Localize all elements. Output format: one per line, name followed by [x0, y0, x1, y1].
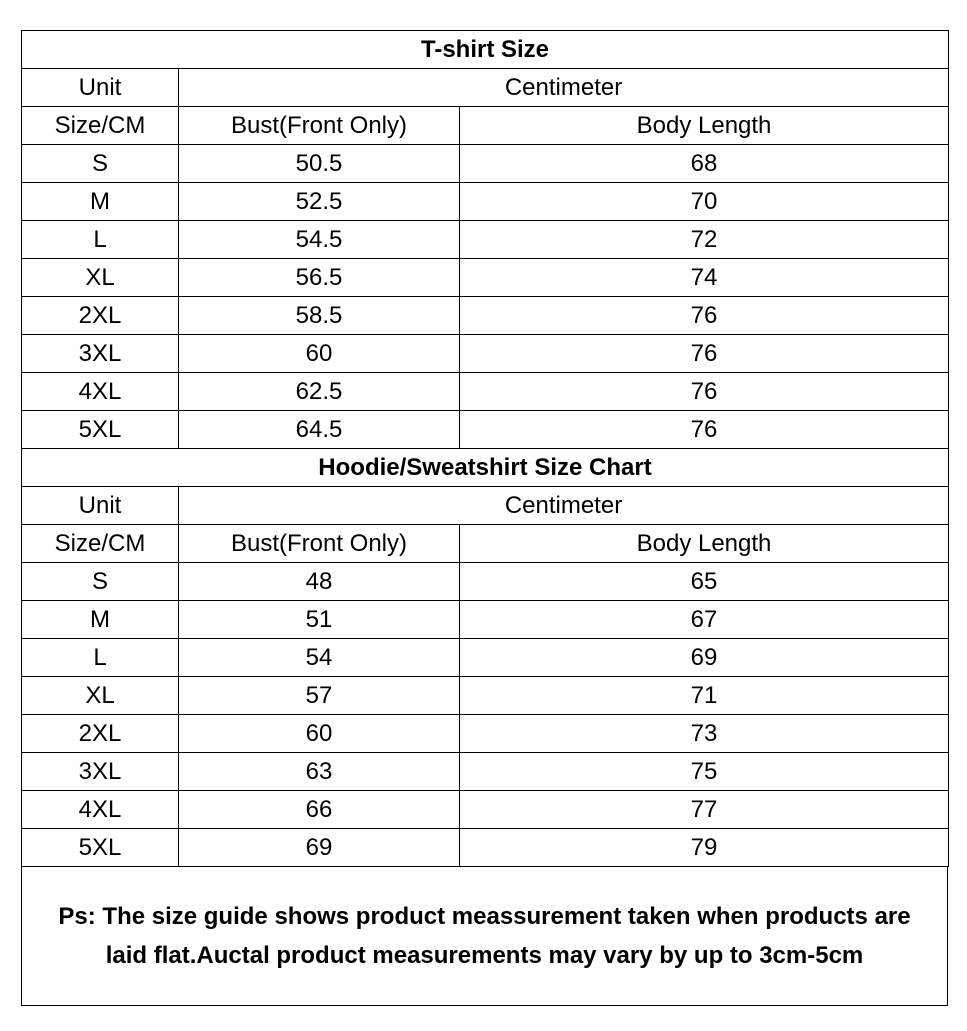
unit-row [22, 69, 949, 107]
column-header-bust: Bust(Front Only) [179, 107, 460, 145]
length-cell: 76 [460, 411, 949, 449]
bust-cell: 69 [179, 829, 460, 867]
length-cell: 74 [460, 259, 949, 297]
size-cell: S [22, 563, 179, 601]
table-title: Hoodie/Sweatshirt Size Chart [22, 449, 949, 487]
bust-cell: 57 [179, 677, 460, 715]
table-row [22, 601, 949, 639]
bust-cell: 48 [179, 563, 460, 601]
length-cell: 76 [460, 373, 949, 411]
unit-label: Unit [22, 487, 179, 525]
table-row [22, 297, 949, 335]
unit-row [22, 487, 949, 525]
bust-cell: 58.5 [179, 297, 460, 335]
size-cell: XL [22, 677, 179, 715]
table-row [22, 259, 949, 297]
length-cell: 69 [460, 639, 949, 677]
column-header-size: Size/CM [22, 525, 179, 563]
table-row [22, 791, 949, 829]
unit-value: Centimeter [179, 69, 949, 107]
bust-cell: 60 [179, 335, 460, 373]
size-guide-note [21, 866, 948, 1006]
unit-label: Unit [22, 69, 179, 107]
size-cell: L [22, 221, 179, 259]
table-title-row [22, 449, 949, 487]
bust-cell: 62.5 [179, 373, 460, 411]
size-cell: L [22, 639, 179, 677]
size-cell: XL [22, 259, 179, 297]
table-row [22, 411, 949, 449]
column-header-length: Body Length [460, 525, 949, 563]
bust-cell: 51 [179, 601, 460, 639]
size-cell: 3XL [22, 335, 179, 373]
length-cell: 71 [460, 677, 949, 715]
table-row [22, 829, 949, 867]
table-row [22, 373, 949, 411]
length-cell: 72 [460, 221, 949, 259]
table-row [22, 715, 949, 753]
table-row [22, 145, 949, 183]
length-cell: 65 [460, 563, 949, 601]
note-line-2: laid flat.Auctal product measurements may vary by up to 3cm-5cm [105, 941, 864, 969]
bust-cell: 56.5 [179, 259, 460, 297]
size-cell: 2XL [22, 715, 179, 753]
table-row [22, 753, 949, 791]
bust-cell: 63 [179, 753, 460, 791]
table-row [22, 677, 949, 715]
size-cell: 5XL [22, 411, 179, 449]
column-header-bust: Bust(Front Only) [179, 525, 460, 563]
table-row [22, 563, 949, 601]
bust-cell: 66 [179, 791, 460, 829]
size-cell: 5XL [22, 829, 179, 867]
size-cell: 4XL [22, 791, 179, 829]
length-cell: 76 [460, 297, 949, 335]
length-cell: 68 [460, 145, 949, 183]
length-cell: 76 [460, 335, 949, 373]
header-row [22, 525, 949, 563]
length-cell: 70 [460, 183, 949, 221]
tshirt-size-table [21, 30, 949, 449]
table-title: T-shirt Size [22, 31, 949, 69]
unit-value: Centimeter [179, 487, 949, 525]
length-cell: 75 [460, 753, 949, 791]
size-cell: M [22, 601, 179, 639]
size-cell: 4XL [22, 373, 179, 411]
bust-cell: 50.5 [179, 145, 460, 183]
size-cell: S [22, 145, 179, 183]
table-row [22, 639, 949, 677]
bust-cell: 60 [179, 715, 460, 753]
bust-cell: 54.5 [179, 221, 460, 259]
header-row [22, 107, 949, 145]
column-header-length: Body Length [460, 107, 949, 145]
length-cell: 79 [460, 829, 949, 867]
size-cell: 3XL [22, 753, 179, 791]
length-cell: 67 [460, 601, 949, 639]
size-cell: M [22, 183, 179, 221]
size-cell: 2XL [22, 297, 179, 335]
length-cell: 73 [460, 715, 949, 753]
length-cell: 77 [460, 791, 949, 829]
note-line-1: Ps: The size guide shows product meassurement taken when products are [58, 902, 911, 930]
bust-cell: 64.5 [179, 411, 460, 449]
bust-cell: 54 [179, 639, 460, 677]
table-row [22, 335, 949, 373]
table-title-row [22, 31, 949, 69]
table-row [22, 183, 949, 221]
bust-cell: 52.5 [179, 183, 460, 221]
hoodie-size-table [21, 448, 949, 867]
column-header-size: Size/CM [22, 107, 179, 145]
table-row [22, 221, 949, 259]
